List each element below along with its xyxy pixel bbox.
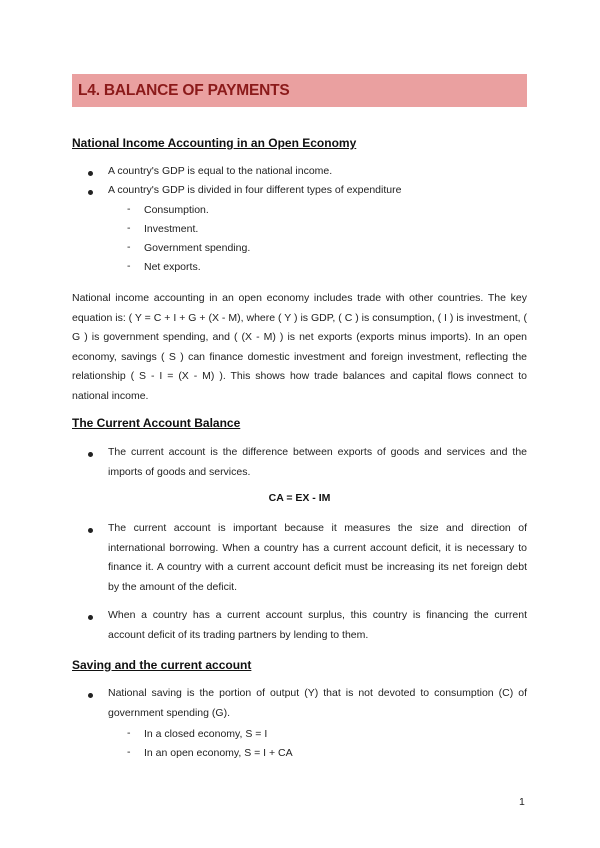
bullet-marker	[88, 171, 94, 177]
sub-item: In a closed economy, S = I	[144, 728, 268, 740]
sub-item: Government spending.	[144, 242, 251, 254]
dash-marker: -	[127, 241, 131, 253]
page-number: 1	[519, 796, 525, 808]
bullet-text: A country's GDP is divided in four different types of expenditure	[108, 184, 402, 196]
title-banner	[72, 74, 527, 107]
sub-item: In an open economy, S = I + CA	[144, 747, 293, 759]
section-heading-national-income: National Income Accounting in an Open Economy	[72, 136, 357, 150]
dash-marker: -	[127, 746, 131, 758]
formula: CA = EX - IM	[268, 492, 331, 504]
bullet-text: The current account is important because it measures the size and direction of international borrowing. When a country has a current account deficit, it is necessary to finance it. A country with a current account deficit must be increasing its net foreign debt by the amount of the deficit.	[108, 522, 527, 593]
bullet-marker	[88, 190, 94, 196]
bullet-text: National saving is the portion of output (Y) that is not devoted to consumption (C) of government spending (G).	[108, 687, 527, 719]
bullet-marker	[88, 615, 94, 621]
dash-marker: -	[127, 260, 131, 272]
bullet-marker	[88, 693, 94, 699]
bullet-text: When a country has a current account surplus, this country is financing the current account deficit of its trading partners by lending to them.	[108, 609, 527, 641]
section-heading-saving: Saving and the current account	[72, 658, 252, 672]
bullet-text: The current account is the difference between exports of goods and services and the imports of goods and services.	[108, 446, 527, 478]
sub-item: Consumption.	[144, 204, 209, 216]
bullet-text: A country's GDP is equal to the national income.	[108, 165, 333, 177]
dash-marker: -	[127, 222, 131, 234]
dash-marker: -	[127, 203, 131, 215]
sub-item: Investment.	[144, 223, 199, 235]
sub-item: Net exports.	[144, 261, 201, 273]
body-paragraph: National income accounting in an open economy includes trade with other countries. The key equation is: ( Y = C + I + G + (X - M), where ( Y ) is GDP, ( C ) is consumption, ( I ) is investment, ( G ) is government spending, and ( (X - M) ) is net exports (exports minus imports). In an open economy, savings ( S ) can finance domestic investment and foreign investment, reflecting the relationship ( S - I = (X - M) ). This shows how trade balances and capital flows connect to national income.	[72, 292, 527, 402]
section-heading-current-account: The Current Account Balance	[72, 416, 241, 430]
bullet-marker	[88, 452, 94, 458]
bullet-marker	[88, 528, 94, 534]
page-title: L4. BALANCE OF PAYMENTS	[78, 81, 290, 99]
dash-marker: -	[127, 727, 131, 739]
